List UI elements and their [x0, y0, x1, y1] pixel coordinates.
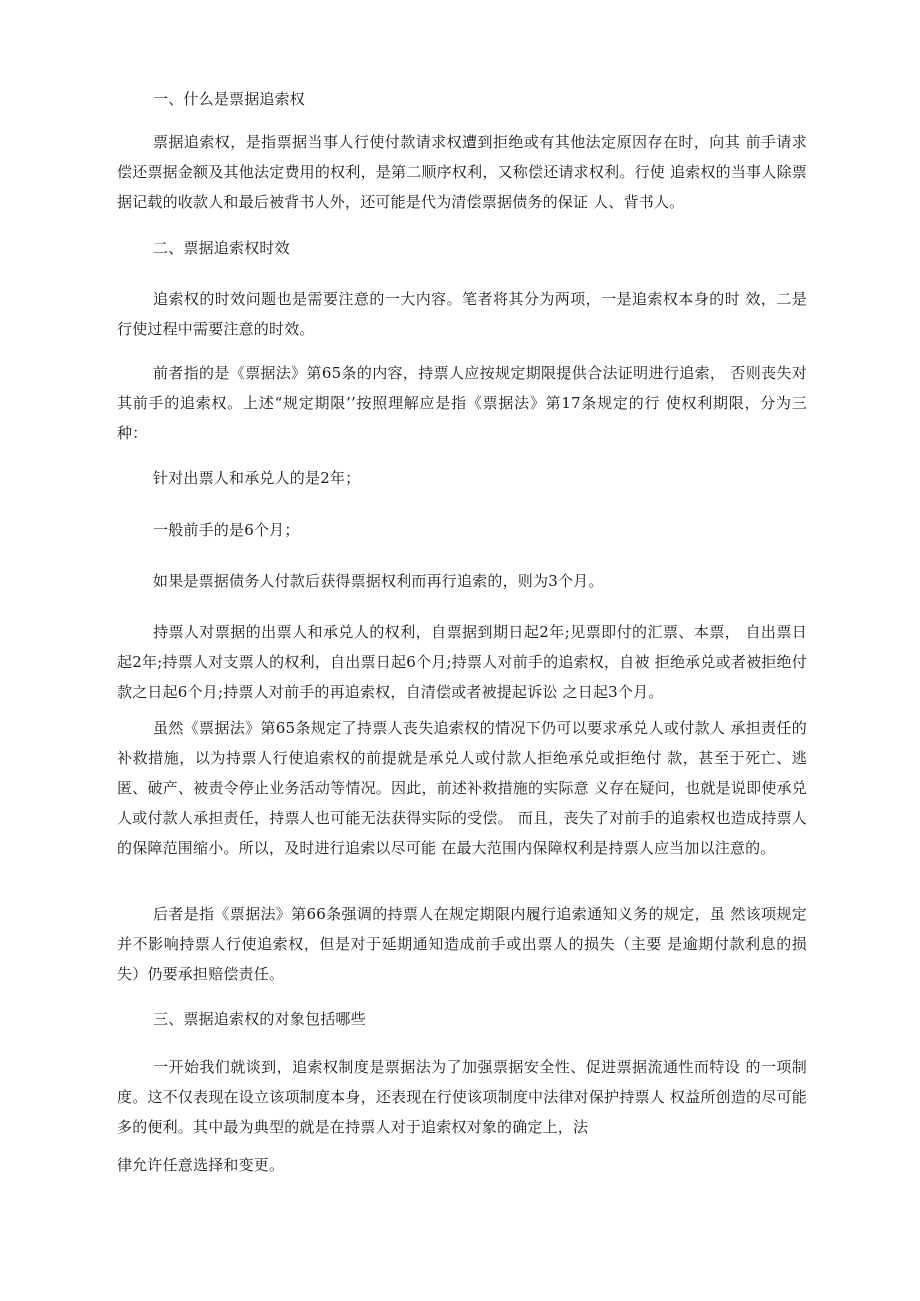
- list-item-six-months: 一般前手的是6个月；: [153, 521, 300, 539]
- section-heading-3: 三、票据追索权的对象包括哪些: [153, 1010, 366, 1028]
- section-heading-2: 二、票据追索权时效: [153, 239, 290, 257]
- paragraph-article-66: 后者是指《票据法》第66条强调的持票人在规定期限内履行追索通知义务的规定，虽 然该项规定并不影响持票人行使追索权，但是对于延期通知造成前手或出票人的损失（主要 是逾期付款利息的损失）仍要承担赔偿责任。: [117, 905, 807, 983]
- paragraph-continuation: 律允许任意选择和变更。: [117, 1156, 285, 1174]
- paragraph-definition: 票据追索权，是指票据当事人行使付款请求权遭到拒绝或有其他法定原因存在时，向其 前手请求偿还票据金额及其他法定费用的权利，是第二顺序权利，又称偿还请求权利。行使 追索权的当事人除票据记载的收款人和最后被背书人外，还可能是代为清偿票据债务的保证 人、背书人。: [117, 133, 807, 211]
- paragraph-time-limits: 持票人对票据的出票人和承兑人的权利，自票据到期日起2年;见票即付的汇票、本票， 自出票日起2年;持票人对支票人的权利，自出票日起6个月;持票人对前手的追索权，自被 拒绝承兑或者被拒绝付款之日起6个月;持票人对前手的再追索权，自清偿或者被提起诉讼 之日起3个月。: [117, 623, 807, 701]
- list-item-three-months: 如果是票据债务人付款后获得票据权利而再行追索的，则为3个月。: [153, 572, 604, 590]
- paragraph-remedies: 虽然《票据法》第65条规定了持票人丧失追索权的情况下仍可以要求承兑人或付款人 承担责任的补救措施，以为持票人行使追索权的前提就是承兑人或付款人拒绝承兑或拒绝付 款，甚至于死亡、逃匿、破产、被责令停止业务活动等情况。因此，前述补救措施的实际意 义存在疑问，也就是说即使承兑人或付款人承担责任，持票人也可能无法获得实际的受偿。 而且，丧失了对前手的追索权也造成持票人的保障范围缩小。所以，及时进行追索以尽可能 在最大范围内保障权利是持票人应当加以注意的。: [117, 719, 807, 857]
- list-item-two-years: 针对出票人和承兑人的是2年；: [153, 469, 361, 487]
- paragraph-timeliness-intro: 追索权的时效问题也是需要注意的一大内容。笔者将其分为两项，一是追索权本身的时 效，二是行使过程中需要注意的时效。: [117, 290, 807, 338]
- section-heading-1: 一、什么是票据追索权: [153, 90, 306, 108]
- paragraph-recourse-objects: 一开始我们就谈到，追索权制度是票据法为了加强票据安全性、促进票据流通性而特设 的一项制度。这不仅表现在设立该项制度本身，还表现在行使该项制度中法律对保护持票人 权益所创造的尽可能多的便利。其中最为典型的就是在持票人对于追索权对象的确定上，法: [117, 1058, 807, 1136]
- paragraph-article-65: 前者指的是《票据法》第65条的内容，持票人应按规定期限提供合法证明进行追索， 否则丧失对其前手的追索权。上述“规定期限’’按照理解应是指《票据法》第17条规定的行 使权利期限，分为三种：: [117, 364, 807, 442]
